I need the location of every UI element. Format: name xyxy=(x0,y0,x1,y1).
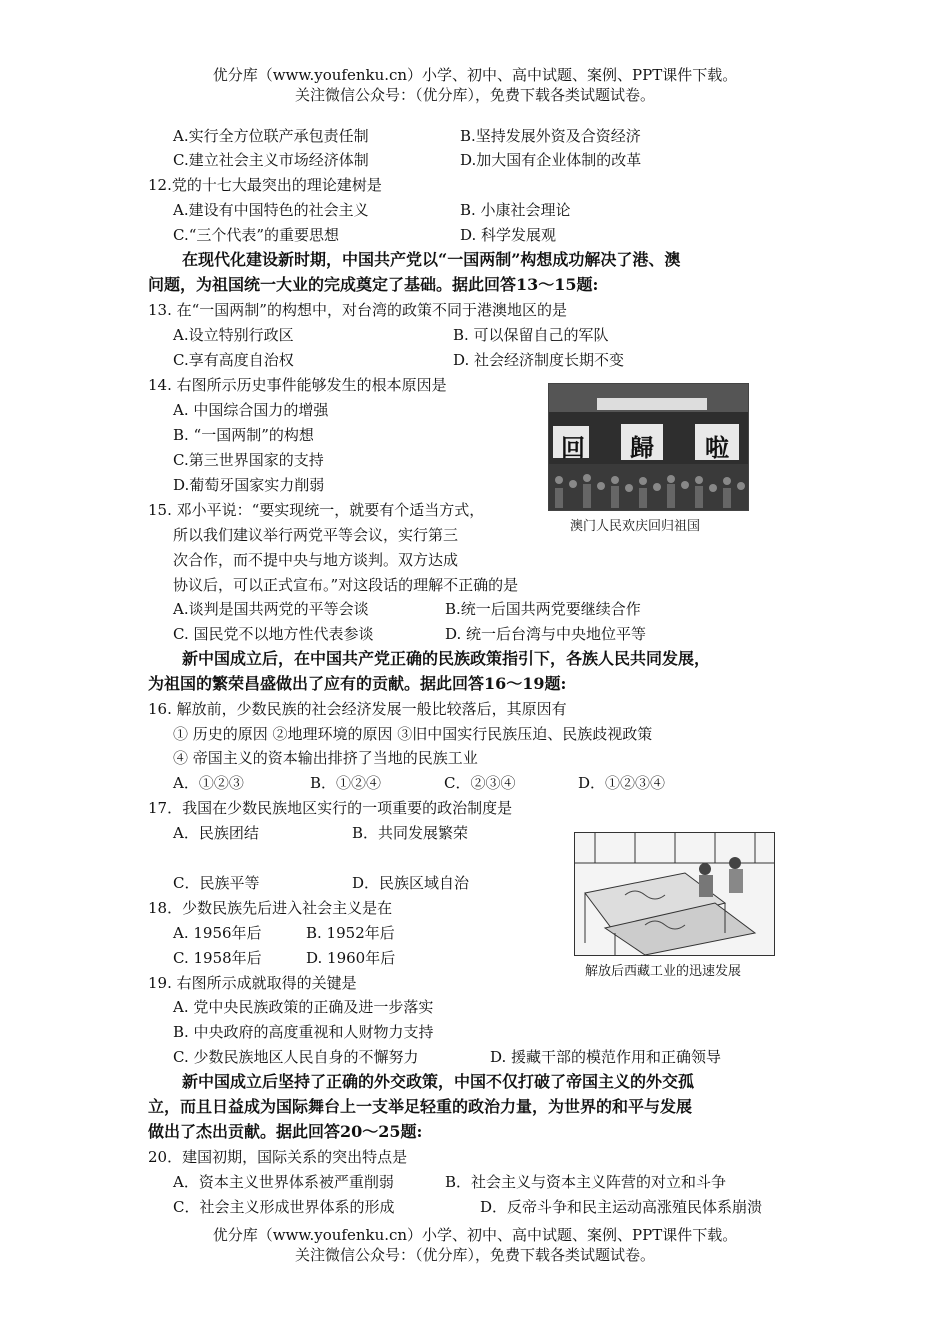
tibet-illustration-caption: 解放后西藏工业的迅速发展 xyxy=(585,964,742,979)
q15-stem-4: 协议后，可以正式宣布。”对这段话的理解不正确的是 xyxy=(173,576,519,594)
q15-option-c: C. 国民党不以地方性代表参谈 xyxy=(173,625,374,643)
q19-option-d: D. 援藏干部的模范作用和正确领导 xyxy=(490,1048,722,1066)
q15-option-b: B.统一后国共两党要继续合作 xyxy=(445,600,641,618)
q11-option-a: A.实行全方位联产承包责任制 xyxy=(173,127,369,145)
q13-option-d: D. 社会经济制度长期不变 xyxy=(453,351,625,369)
q16-items-2: ④ 帝国主义的资本输出排挤了当地的民族工业 xyxy=(173,749,478,767)
banner-char-2: 歸 xyxy=(630,433,654,462)
q18-stem: 18．少数民族先后进入社会主义是在 xyxy=(148,899,393,917)
q20-option-a: A．资本主义世界体系被严重削弱 xyxy=(173,1173,394,1191)
q16-option-c: C．②③④ xyxy=(444,774,516,792)
q14-option-b: B. “一国两制”的构想 xyxy=(173,426,314,444)
passage-1-line-1: 在现代化建设新时期，中国共产党以“一国两制”构想成功解决了港、澳 xyxy=(182,250,681,269)
q15-stem-2: 所以我们建议举行两党平等会议，实行第三 xyxy=(173,526,459,544)
q13-option-b: B. 可以保留自己的军队 xyxy=(453,326,609,344)
q16-items-1: ① 历史的原因 ②地理环境的原因 ③旧中国实行民族压迫、民族歧视政策 xyxy=(173,725,653,743)
q17-stem: 17．我国在少数民族地区实行的一项重要的政治制度是 xyxy=(148,799,513,817)
q12-option-c: C.“三个代表”的重要思想 xyxy=(173,226,340,244)
q17-option-b: B．共同发展繁荣 xyxy=(352,824,469,842)
q16-option-d: D．①②③④ xyxy=(578,774,666,792)
q20-option-c: C．社会主义形成世界体系的形成 xyxy=(173,1198,395,1216)
q18-option-c: C. 1958年后 xyxy=(173,949,262,967)
q15-stem-1: 15. 邓小平说：“要实现统一，就要有个适当方式， xyxy=(148,501,485,519)
q12-option-d: D. 科学发展观 xyxy=(460,226,557,244)
banner-char-1: 回 xyxy=(561,433,585,462)
q18-option-b: B. 1952年后 xyxy=(306,924,395,942)
q14-option-a: A. 中国综合国力的增强 xyxy=(173,401,329,419)
q19-option-b: B. 中央政府的高度重视和人财物力支持 xyxy=(173,1023,434,1041)
q17-option-c: C．民族平等 xyxy=(173,874,260,892)
q20-option-d: D．反帝斗争和民主运动高涨殖民体系崩溃 xyxy=(480,1198,763,1216)
q11-option-d: D.加大国有企业体制的改革 xyxy=(460,151,642,169)
q17-option-d: D．民族区域自治 xyxy=(352,874,470,892)
macau-return-photo xyxy=(548,383,749,511)
q11-option-b: B.坚持发展外资及合资经济 xyxy=(460,127,641,145)
q13-option-a: A.设立特别行政区 xyxy=(173,326,294,344)
q19-option-c: C. 少数民族地区人民自身的不懈努力 xyxy=(173,1048,419,1066)
passage-3-line-2: 立，而且日益成为国际舞台上一支举足轻重的政治力量，为世界的和平与发展 xyxy=(148,1097,693,1116)
q18-option-a: A. 1956年后 xyxy=(173,924,262,942)
q20-option-b: B．社会主义与资本主义阵营的对立和斗争 xyxy=(445,1173,727,1191)
q12-option-b: B. 小康社会理论 xyxy=(460,201,571,219)
q14-option-c: C.第三世界国家的支持 xyxy=(173,451,324,469)
passage-3-line-3: 做出了杰出贡献。据此回答20～25题: xyxy=(148,1122,423,1141)
q19-stem: 19. 右图所示成就取得的关键是 xyxy=(148,974,357,992)
q15-option-d: D. 统一后台湾与中央地位平等 xyxy=(445,625,647,643)
passage-2-line-1: 新中国成立后，在中国共产党正确的民族政策指引下，各族人民共同发展， xyxy=(182,649,711,668)
tibet-industry-illustration xyxy=(574,832,775,956)
q17-option-a: A．民族团结 xyxy=(173,824,259,842)
q14-option-d: D.葡萄牙国家实力削弱 xyxy=(173,476,325,494)
passage-2-line-2: 为祖国的繁荣昌盛做出了应有的贡献。据此回答16～19题: xyxy=(148,674,567,693)
q13-stem: 13. 在“一国两制”的构想中，对台湾的政策不同于港澳地区的是 xyxy=(148,301,567,319)
q16-option-b: B．①②④ xyxy=(310,774,382,792)
q16-stem: 16. 解放前，少数民族的社会经济发展一般比较落后，其原因有 xyxy=(148,700,567,718)
footer-line-1: 优分库（www.youfenku.cn）小学、初中、高中试题、案例、PPT课件下载。 xyxy=(212,1226,738,1244)
q15-stem-3: 次合作，而不提中央与地方谈判。双方达成 xyxy=(173,551,459,569)
q12-stem: 12.党的十七大最突出的理论建树是 xyxy=(148,176,382,194)
q11-option-c: C.建立社会主义市场经济体制 xyxy=(173,151,369,169)
q14-stem: 14. 右图所示历史事件能够发生的根本原因是 xyxy=(148,376,447,394)
passage-1-line-2: 问题，为祖国统一大业的完成奠定了基础。据此回答13～15题: xyxy=(148,275,599,294)
q13-option-c: C.享有高度自治权 xyxy=(173,351,294,369)
tibet-illustration-art xyxy=(575,833,774,955)
footer-line-2: 关注微信公众号：（优分库），免费下载各类试题试卷。 xyxy=(294,1246,655,1264)
q12-option-a: A.建设有中国特色的社会主义 xyxy=(173,201,369,219)
header-line-1: 优分库（www.youfenku.cn）小学、初中、高中试题、案例、PPT课件下载。 xyxy=(212,66,738,84)
q19-option-a: A. 党中央民族政策的正确及进一步落实 xyxy=(173,998,434,1016)
q18-option-d: D. 1960年后 xyxy=(306,949,396,967)
passage-3-line-1: 新中国成立后坚持了正确的外交政策，中国不仅打破了帝国主义的外交孤 xyxy=(182,1072,695,1091)
macau-photo-caption: 澳门人民欢庆回归祖国 xyxy=(570,519,701,534)
header-line-2: 关注微信公众号：（优分库），免费下载各类试题试卷。 xyxy=(294,86,655,104)
q20-stem: 20．建国初期，国际关系的突出特点是 xyxy=(148,1148,408,1166)
banner-char-3: 啦 xyxy=(705,433,729,462)
q15-option-a: A.谈判是国共两党的平等会谈 xyxy=(173,600,369,618)
q16-option-a: A．①②③ xyxy=(173,774,244,792)
